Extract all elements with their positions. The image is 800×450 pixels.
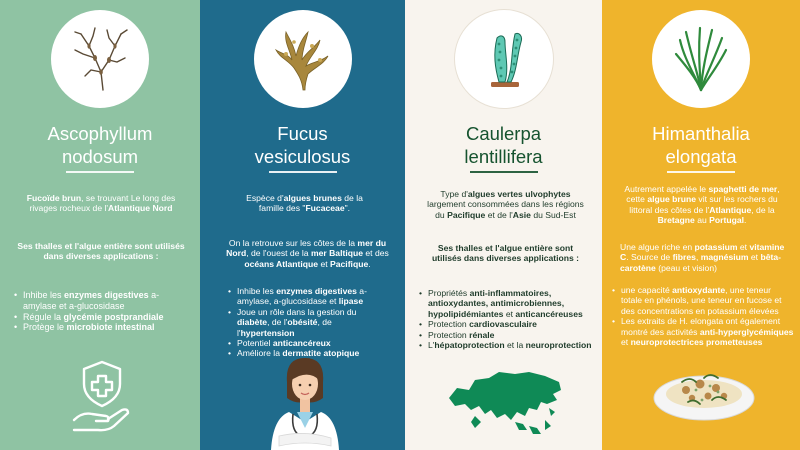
list-item: • Améliore la dermatite atopique [228,348,391,358]
species-intro: Fucoïde brun, se trouvant Le long des rivages rocheux de l'Atlantique Nord [26,193,176,214]
seaweed-illustration-circle [652,10,750,108]
list-item: • L'hépatoprotection et la neuroprotection [419,340,596,350]
bladderwrack-icon [268,24,338,94]
asia-map-icon [445,368,565,440]
species-title [405,122,602,168]
sea-spaghetti-icon [666,24,736,94]
usage-heading: Ses thalles et l'algue entière sont utilisés dans diverses applications : [17,241,185,262]
title-divider [667,171,735,173]
column-ascophyllum [0,0,200,450]
species-title [602,122,800,168]
title-line: lentillifera [464,146,543,167]
seaweed-illustration-circle [455,10,553,108]
species-location: On la retrouve sur les côtes de la mer du Nord, de l'ouest de la mer Baltique et des océans Atlantique et Pacifique. [226,238,389,269]
title-line: Himanthalia [652,123,750,144]
list-item: • Protection cardiovasculaire [419,319,596,329]
list-item: • Protège le microbiote intestinal [14,322,188,333]
title-line: Caulerpa [465,123,542,144]
hand-care-cross-icon [70,358,134,434]
list-item: • Protection rénale [419,330,596,340]
nutrients-text: Une algue riche en potassium et vitamine C. Source de fibres, magnésium et bêta-carotène (peau et vision) [620,242,785,273]
title-line: vesiculosus [254,146,351,167]
species-intro: Autrement appelée le spaghetti de mer, cette algue brune vit sur les rochers du littoral des côtes de l'Atlantique, de la Bretagne au Portugal. [624,184,780,226]
seaweed-dish-icon [652,352,756,424]
column-himanthalia [602,0,800,450]
list-item: • Régule la glycémie postprandiale [14,312,188,323]
column-fucus [200,0,405,450]
species-title [200,122,405,168]
title-divider [470,171,538,173]
species-intro: Type d'algues vertes ulvophytes largement consommées dans les régions du Pacifique et de l'Asie du Sud-Est [427,189,584,220]
species-intro: Espèce d'algues brunes de la famille des "Fucaceae". [246,193,363,214]
list-item: • Inhibe les enzymes digestives a-amylase et a-glucosidase [14,290,188,312]
usage-heading: Ses thalles et l'algue entière sont utilisés dans diverses applications : [431,243,580,264]
benefits-list [419,288,596,350]
list-item: • Potentiel anticancéreux [228,338,391,348]
brown-seaweed-icon [65,24,135,94]
list-item: • Propriétés anti-inflammatoires, antioxydantes, antimicrobiennes, hypolipidémiantes et anticancéreuses [419,288,596,319]
title-divider [269,171,337,173]
title-line: elongata [665,146,737,167]
list-item: • Inhibe les enzymes digestives a-amylase, a-glucosidase et lipase [228,286,391,307]
sea-grapes-icon [469,24,539,94]
seaweed-illustration-circle [51,10,149,108]
seaweed-illustration-circle [254,10,352,108]
column-caulerpa [405,0,602,450]
title-line: Fucus [277,123,328,144]
species-title [0,122,200,168]
benefits-list [612,285,794,347]
benefits-list [228,286,391,359]
doctor-icon [265,352,345,450]
list-item: • Joue un rôle dans la gestion du diabète, de l'obésité, de l'hypertension [228,307,391,338]
title-divider [66,171,134,173]
title-line: Ascophyllum [47,123,153,144]
benefits-list [14,290,188,333]
title-line: nodosum [61,146,139,167]
list-item: • Les extraits de H. elongata ont également montré des activités anti-hyperglycémiques et neuroprotectrices prometteuses [612,316,794,347]
list-item: • une capacité antioxydante, une teneur totale en phénols, une teneur en fucose et des concentrations en potassium élevées [612,285,794,316]
